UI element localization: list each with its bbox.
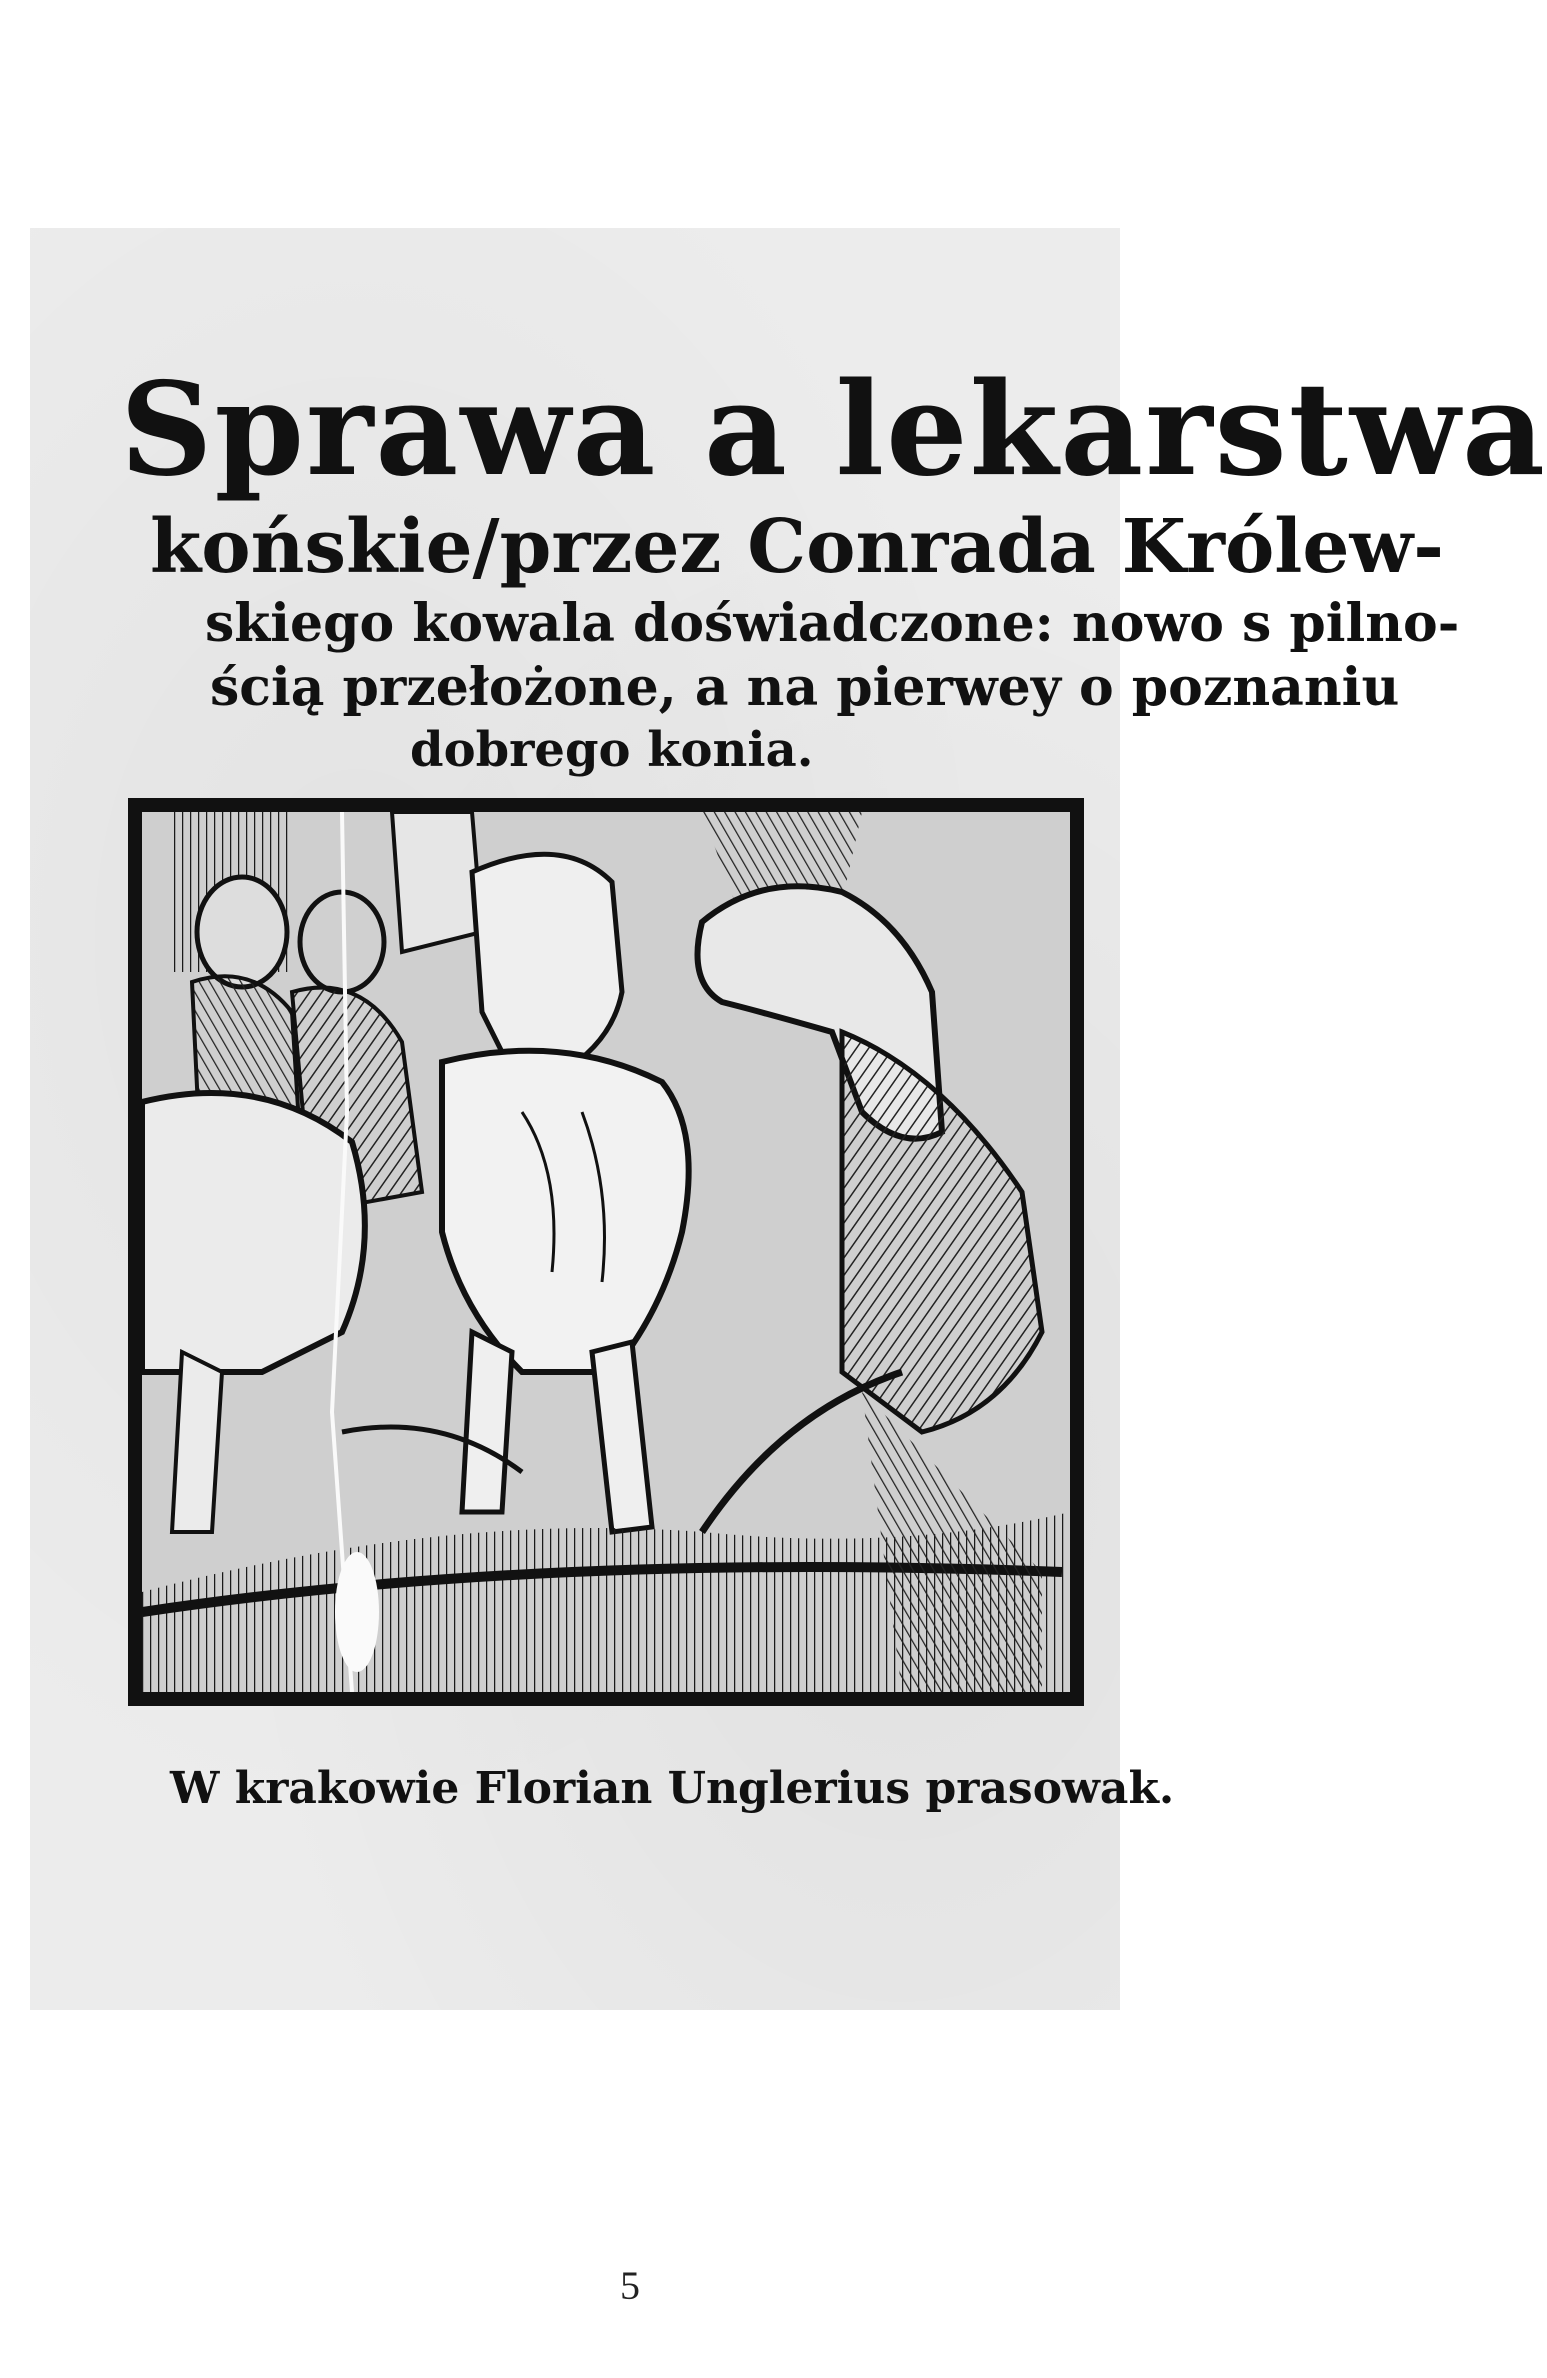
- title-line-4: ścią przełożone, a na pierwey o poznaniu: [210, 657, 1400, 718]
- woodcut-horses-icon: [142, 812, 1070, 1692]
- woodcut-image: [142, 812, 1070, 1692]
- title-line-2: końskie/przez Conrada Królew-: [150, 504, 1444, 590]
- title-line-5: dobrego konia.: [410, 722, 814, 778]
- title-line-3: skiego kowala doświadczone: nowo s pilno-: [205, 593, 1460, 654]
- imprint-line: W krakowie Florian Unglerius prasowak.: [170, 1763, 1175, 1814]
- page-number: 5: [620, 2263, 640, 2308]
- title-line-1: Sprawa a lekarstwa: [120, 355, 1547, 505]
- woodcut-illustration: [128, 798, 1084, 1706]
